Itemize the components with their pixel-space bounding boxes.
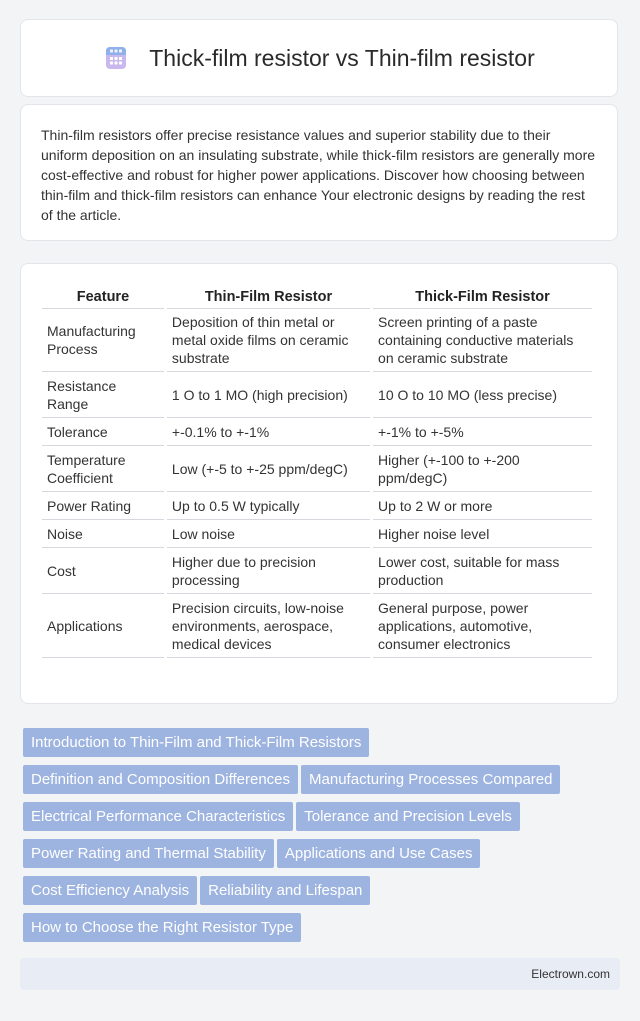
table-cell: General purpose, power applications, automotive, consumer electronics [373, 594, 592, 658]
tag-link[interactable]: How to Choose the Right Resistor Type [23, 913, 301, 942]
table-header-row [42, 285, 592, 309]
header-thick-film: Thick-Film Resistor [373, 285, 592, 309]
table-cell: Resistance Range [42, 372, 164, 418]
table-cell: Lower cost, suitable for mass production [373, 548, 592, 594]
table-row [42, 520, 592, 548]
table-cell: Tolerance [42, 418, 164, 446]
topic-tags [23, 728, 613, 950]
calculator-icon [103, 45, 129, 71]
table-cell: Applications [42, 594, 164, 658]
table-cell: +-0.1% to +-1% [167, 418, 370, 446]
table-row [42, 594, 592, 658]
table-cell: 1 O to 1 MO (high precision) [167, 372, 370, 418]
table-cell: Power Rating [42, 492, 164, 520]
title-card [20, 19, 618, 97]
footer-site[interactable]: Electrown.com [531, 967, 610, 981]
table-cell: Noise [42, 520, 164, 548]
table-row [42, 492, 592, 520]
tag-link[interactable]: Tolerance and Precision Levels [296, 802, 520, 831]
table-cell: Screen printing of a paste containing conductive materials on ceramic substrate [373, 309, 592, 372]
footer [20, 958, 620, 990]
tag-link[interactable]: Cost Efficiency Analysis [23, 876, 197, 905]
table-cell: Precision circuits, low-noise environments, aerospace, medical devices [167, 594, 370, 658]
header-thin-film: Thin-Film Resistor [167, 285, 370, 309]
table-cell: Up to 2 W or more [373, 492, 592, 520]
table-row [42, 309, 592, 372]
table-cell: Higher (+-100 to +-200 ppm/degC) [373, 446, 592, 492]
table-cell: Cost [42, 548, 164, 594]
intro-card [20, 104, 618, 241]
header-feature: Feature [42, 285, 164, 309]
page-title: Thick-film resistor vs Thin-film resistor [149, 44, 535, 71]
table-cell: Low noise [167, 520, 370, 548]
table-cell: Higher due to precision processing [167, 548, 370, 594]
comparison-table-card [20, 263, 618, 704]
table-cell: Deposition of thin metal or metal oxide films on ceramic substrate [167, 309, 370, 372]
tag-link[interactable]: Definition and Composition Differences [23, 765, 298, 794]
table-row [42, 548, 592, 594]
table-cell: Up to 0.5 W typically [167, 492, 370, 520]
table-row [42, 446, 592, 492]
tag-link[interactable]: Introduction to Thin-Film and Thick-Film Resistors [23, 728, 369, 757]
tag-link[interactable]: Applications and Use Cases [277, 839, 481, 868]
intro-paragraph: Thin-film resistors offer precise resistance values and superior stability due to their uniform deposition on an insulating substrate, while thick-film resistors are generally more cost-effective and robust for higher power applications. Discover how choosing between thin-film and thick-film resistors can enhance Your electronic designs by reading the rest of the article. [41, 127, 596, 223]
table-cell: Temperature Coefficient [42, 446, 164, 492]
table-cell: Higher noise level [373, 520, 592, 548]
tag-link[interactable]: Power Rating and Thermal Stability [23, 839, 274, 868]
table-cell: 10 O to 10 MO (less precise) [373, 372, 592, 418]
tag-link[interactable]: Manufacturing Processes Compared [301, 765, 560, 794]
table-row [42, 418, 592, 446]
table-cell: Low (+-5 to +-25 ppm/degC) [167, 446, 370, 492]
tag-link[interactable]: Electrical Performance Characteristics [23, 802, 293, 831]
tag-link[interactable]: Reliability and Lifespan [200, 876, 370, 905]
table-cell: +-1% to +-5% [373, 418, 592, 446]
table-cell: Manufacturing Process [42, 309, 164, 372]
table-row [42, 372, 592, 418]
comparison-table [39, 285, 595, 658]
